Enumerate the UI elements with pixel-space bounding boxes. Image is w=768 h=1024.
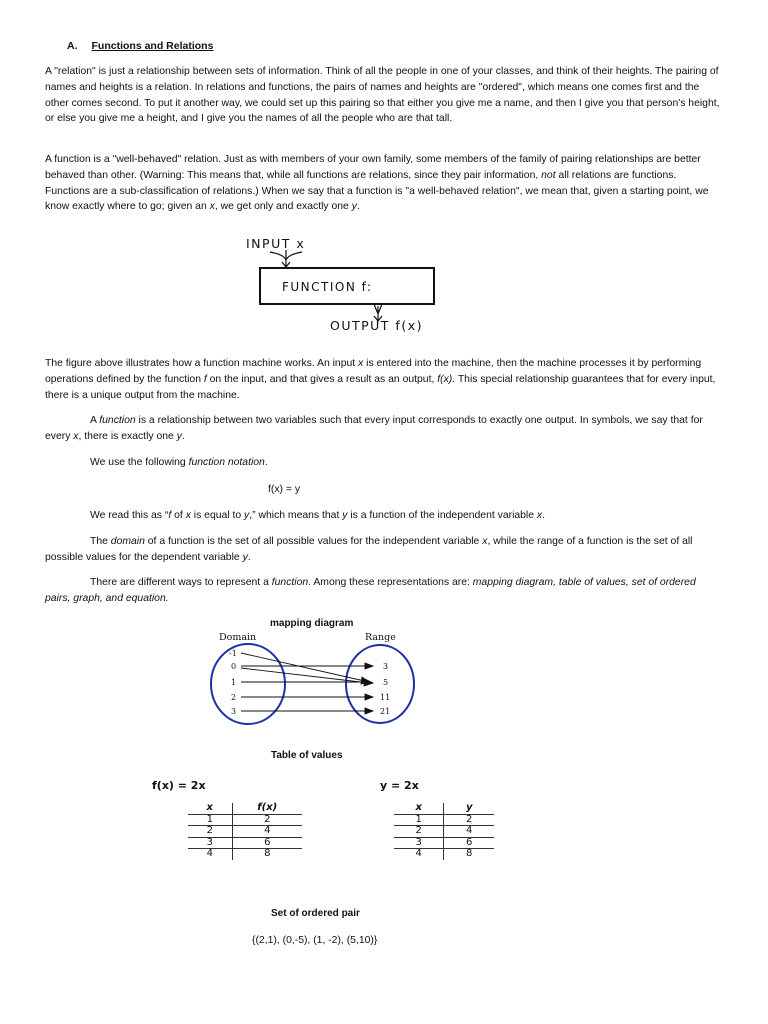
domain-value: -1 (229, 649, 237, 658)
column-header-x: x (206, 802, 213, 813)
table-row: 1 2 (394, 814, 494, 826)
section-heading (67, 40, 213, 52)
column-header-y: y (444, 803, 494, 814)
table-row: 2 4 (188, 826, 302, 838)
function-notation-formula: f(x) = y (268, 484, 301, 495)
mapping-arrows (241, 653, 373, 714)
mapping-diagram-title: mapping diagram (270, 618, 354, 629)
paragraph-function-intro: A function is a "well-behaved" relation. Just as with members of your own family, some members of the family of pairing relationships are better behaved than other. (Warning: This means that, while all functions are relations, since they pair information, not all relations are functions. Functions are a sub-classification of relations.) When we say that a function is "a well-behaved relation", we mean that, given a starting point, we know exactly where to go; given an x, we get only and exactly one y. (45, 154, 709, 213)
section-title: Functions and Relations (91, 40, 214, 52)
paragraph-relation: A "relation" is just a relationship between sets of information. Think of all the people in one of your classes, and think of their heights. The pairing of names and heights is a relation. In relations and functions, the pairs of names and heights are "ordered", which means one comes first and the other comes second. To put it another way, we could set up this pairing so that either you give me a name, and then I give you that person's height, or else you give me a height, and I give you the names of all the people who are that tall. (45, 66, 720, 125)
column-header-fx: f(x) (232, 803, 302, 814)
paragraph-domain-range: The domain of a function is the set of all possible values for the independent variable x, while the range of a function is the set of all possible values for the dependent variable y. (45, 536, 693, 563)
mapping-diagram (205, 630, 425, 726)
paragraph-notation-intro: We use the following function notation. (90, 457, 268, 468)
table-header-row (394, 803, 494, 814)
table-row: 3 6 (188, 837, 302, 849)
table-of-values-y (394, 803, 494, 860)
table-row: 4 8 (394, 849, 494, 860)
paragraph-machine-explanation: The figure above illustrates how a function machine works. An input x is entered into the machine, then the machine processes it by performing operations defined by the function f on the input, and that gives a result as an output, f(x). This special relationship guarantees that for every input, there is a unique output from the machine. (45, 358, 716, 401)
table-row: 3 6 (394, 837, 494, 849)
range-value: 11 (380, 693, 391, 702)
ordered-pairs-set: {(2,1), (0,-5), (1, -2), (5,10)} (252, 935, 378, 946)
domain-value: 3 (231, 707, 237, 716)
machine-output-label: OUTPUT f(x) (330, 318, 423, 333)
range-value: 5 (383, 678, 389, 687)
section-letter: A. (67, 40, 78, 52)
ordered-pairs-title: Set of ordered pair (271, 908, 360, 919)
machine-input-label: INPUT x (246, 236, 306, 251)
table-of-values-title: Table of values (271, 750, 343, 761)
machine-function-label: FUNCTION f: (282, 280, 373, 294)
input-arrow-icon (270, 250, 302, 267)
paragraph-function-definition: A function is a relationship between two variables such that every input corresponds to exactly one output. In symbols, we say that for every x, there is exactly one y. (45, 415, 703, 442)
table-of-values-fx (188, 803, 302, 860)
domain-value: 2 (231, 693, 237, 702)
range-value: 3 (383, 662, 389, 671)
domain-value: 0 (231, 662, 237, 671)
table-row: 2 4 (394, 826, 494, 838)
domain-value: 1 (231, 678, 237, 687)
paragraph-representations: There are different ways to represent a function. Among these representations are: mapping diagram, table of values, set of ordered pairs, graph, and equation. (45, 577, 696, 604)
table-row: 1 2 (188, 814, 302, 826)
column-header-x: x (415, 802, 422, 813)
domain-label: Domain (219, 632, 257, 643)
table-header-row (188, 803, 302, 814)
range-value: 21 (380, 707, 391, 716)
function-machine-diagram (240, 232, 470, 336)
paragraph-read-notation: We read this as “f of x is equal to y,” which means that y is a function of the independent variable x. (90, 510, 546, 521)
table1-caption: f(x) = 2x (152, 779, 206, 792)
table-row: 4 8 (188, 849, 302, 860)
range-label: Range (365, 632, 396, 643)
domain-ellipse (211, 644, 285, 724)
table2-caption: y = 2x (380, 779, 419, 792)
